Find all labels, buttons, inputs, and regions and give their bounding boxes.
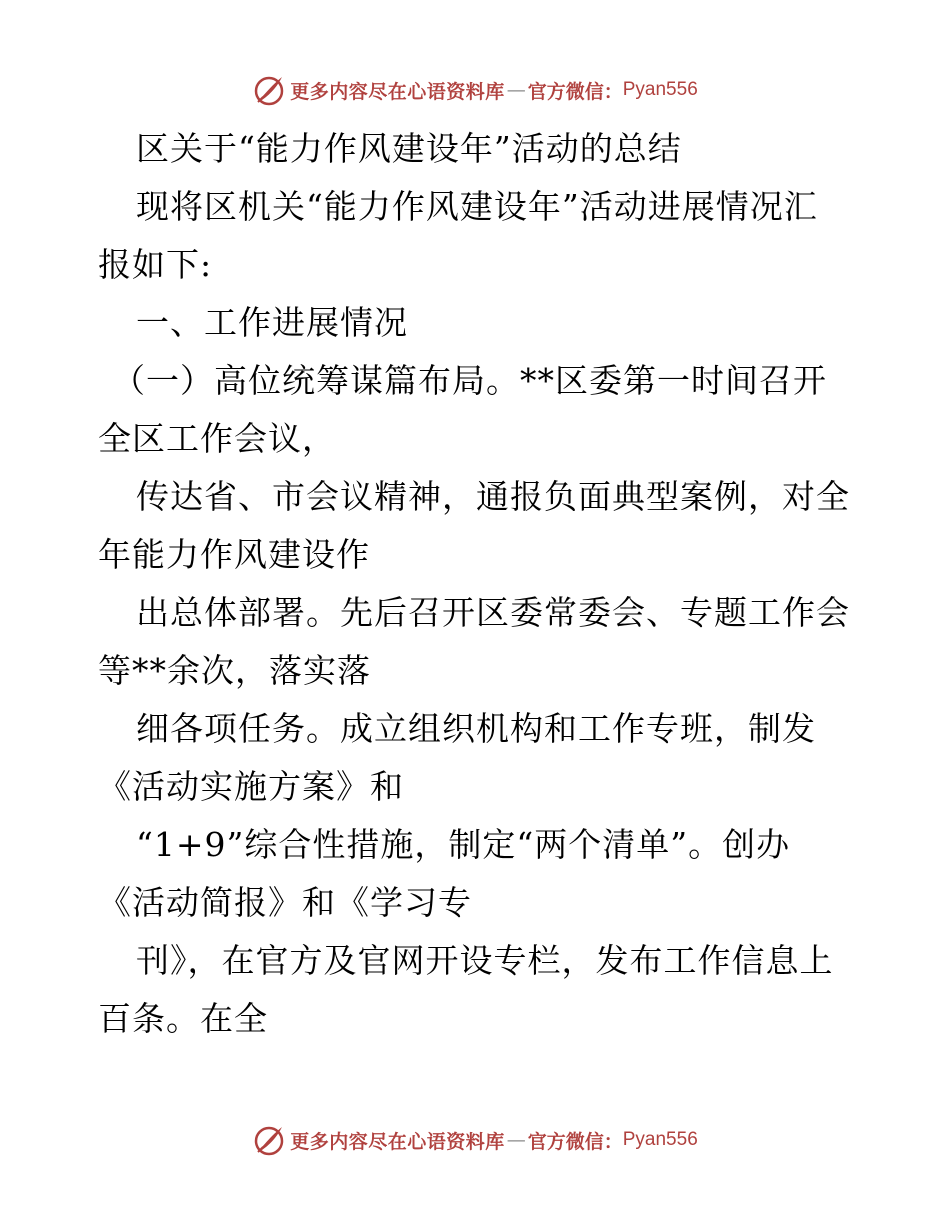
paragraph-line: 全区工作会议， — [98, 419, 336, 458]
watermark-wechat-id: Pyan556 — [622, 1129, 698, 1150]
paragraph-line: 刊》，在官方及官网开设专栏，发布工作信息上 — [136, 941, 834, 980]
watermark-text: 更多内容尽在心语资料库 — [290, 80, 505, 103]
document-body — [98, 120, 858, 1048]
paragraph-line: 年能力作风建设作 — [98, 535, 370, 574]
watermark-text: 更多内容尽在心语资料库 — [290, 1130, 505, 1153]
paragraph-line: 《活动实施方案》和 — [98, 767, 404, 806]
watermark-footer — [0, 1120, 950, 1160]
paragraph-line: 报如下: — [98, 245, 213, 284]
watermark-wechat-label: 官方微信： — [527, 80, 623, 103]
quill-logo-icon — [252, 1123, 286, 1157]
watermark-header — [0, 70, 950, 110]
paragraph-line: （一）高位统筹谋篇布局。**区委第一时间召开 — [112, 361, 827, 400]
paragraph-line: 细各项任务。成立组织机构和工作专班，制发 — [136, 709, 816, 748]
paragraph-line: 现将区机关“能力作风建设年”活动进展情况汇 — [136, 187, 818, 226]
paragraph-line: “1+9”综合性措施，制定“两个清单”。创办 — [136, 825, 791, 864]
watermark-wechat-label: 官方微信： — [527, 1130, 623, 1153]
paragraph-line: 传达省、市会议精神，通报负面典型案例，对全 — [136, 477, 850, 516]
watermark-separator: — — [506, 79, 526, 101]
quill-logo-icon — [252, 73, 286, 107]
document-title: 区关于“能力作风建设年”活动的总结 — [136, 129, 682, 168]
paragraph-line: 百条。在全 — [98, 999, 268, 1038]
paragraph-line: 出总体部署。先后召开区委常委会、专题工作会 — [136, 593, 850, 632]
watermark-wechat-id: Pyan556 — [622, 79, 698, 100]
watermark-separator: — — [506, 1129, 526, 1151]
section-heading: 一、工作进展情况 — [136, 303, 408, 342]
paragraph-line: 等**余次，落实落 — [98, 651, 371, 690]
paragraph-line: 《活动简报》和《学习专 — [98, 883, 472, 922]
